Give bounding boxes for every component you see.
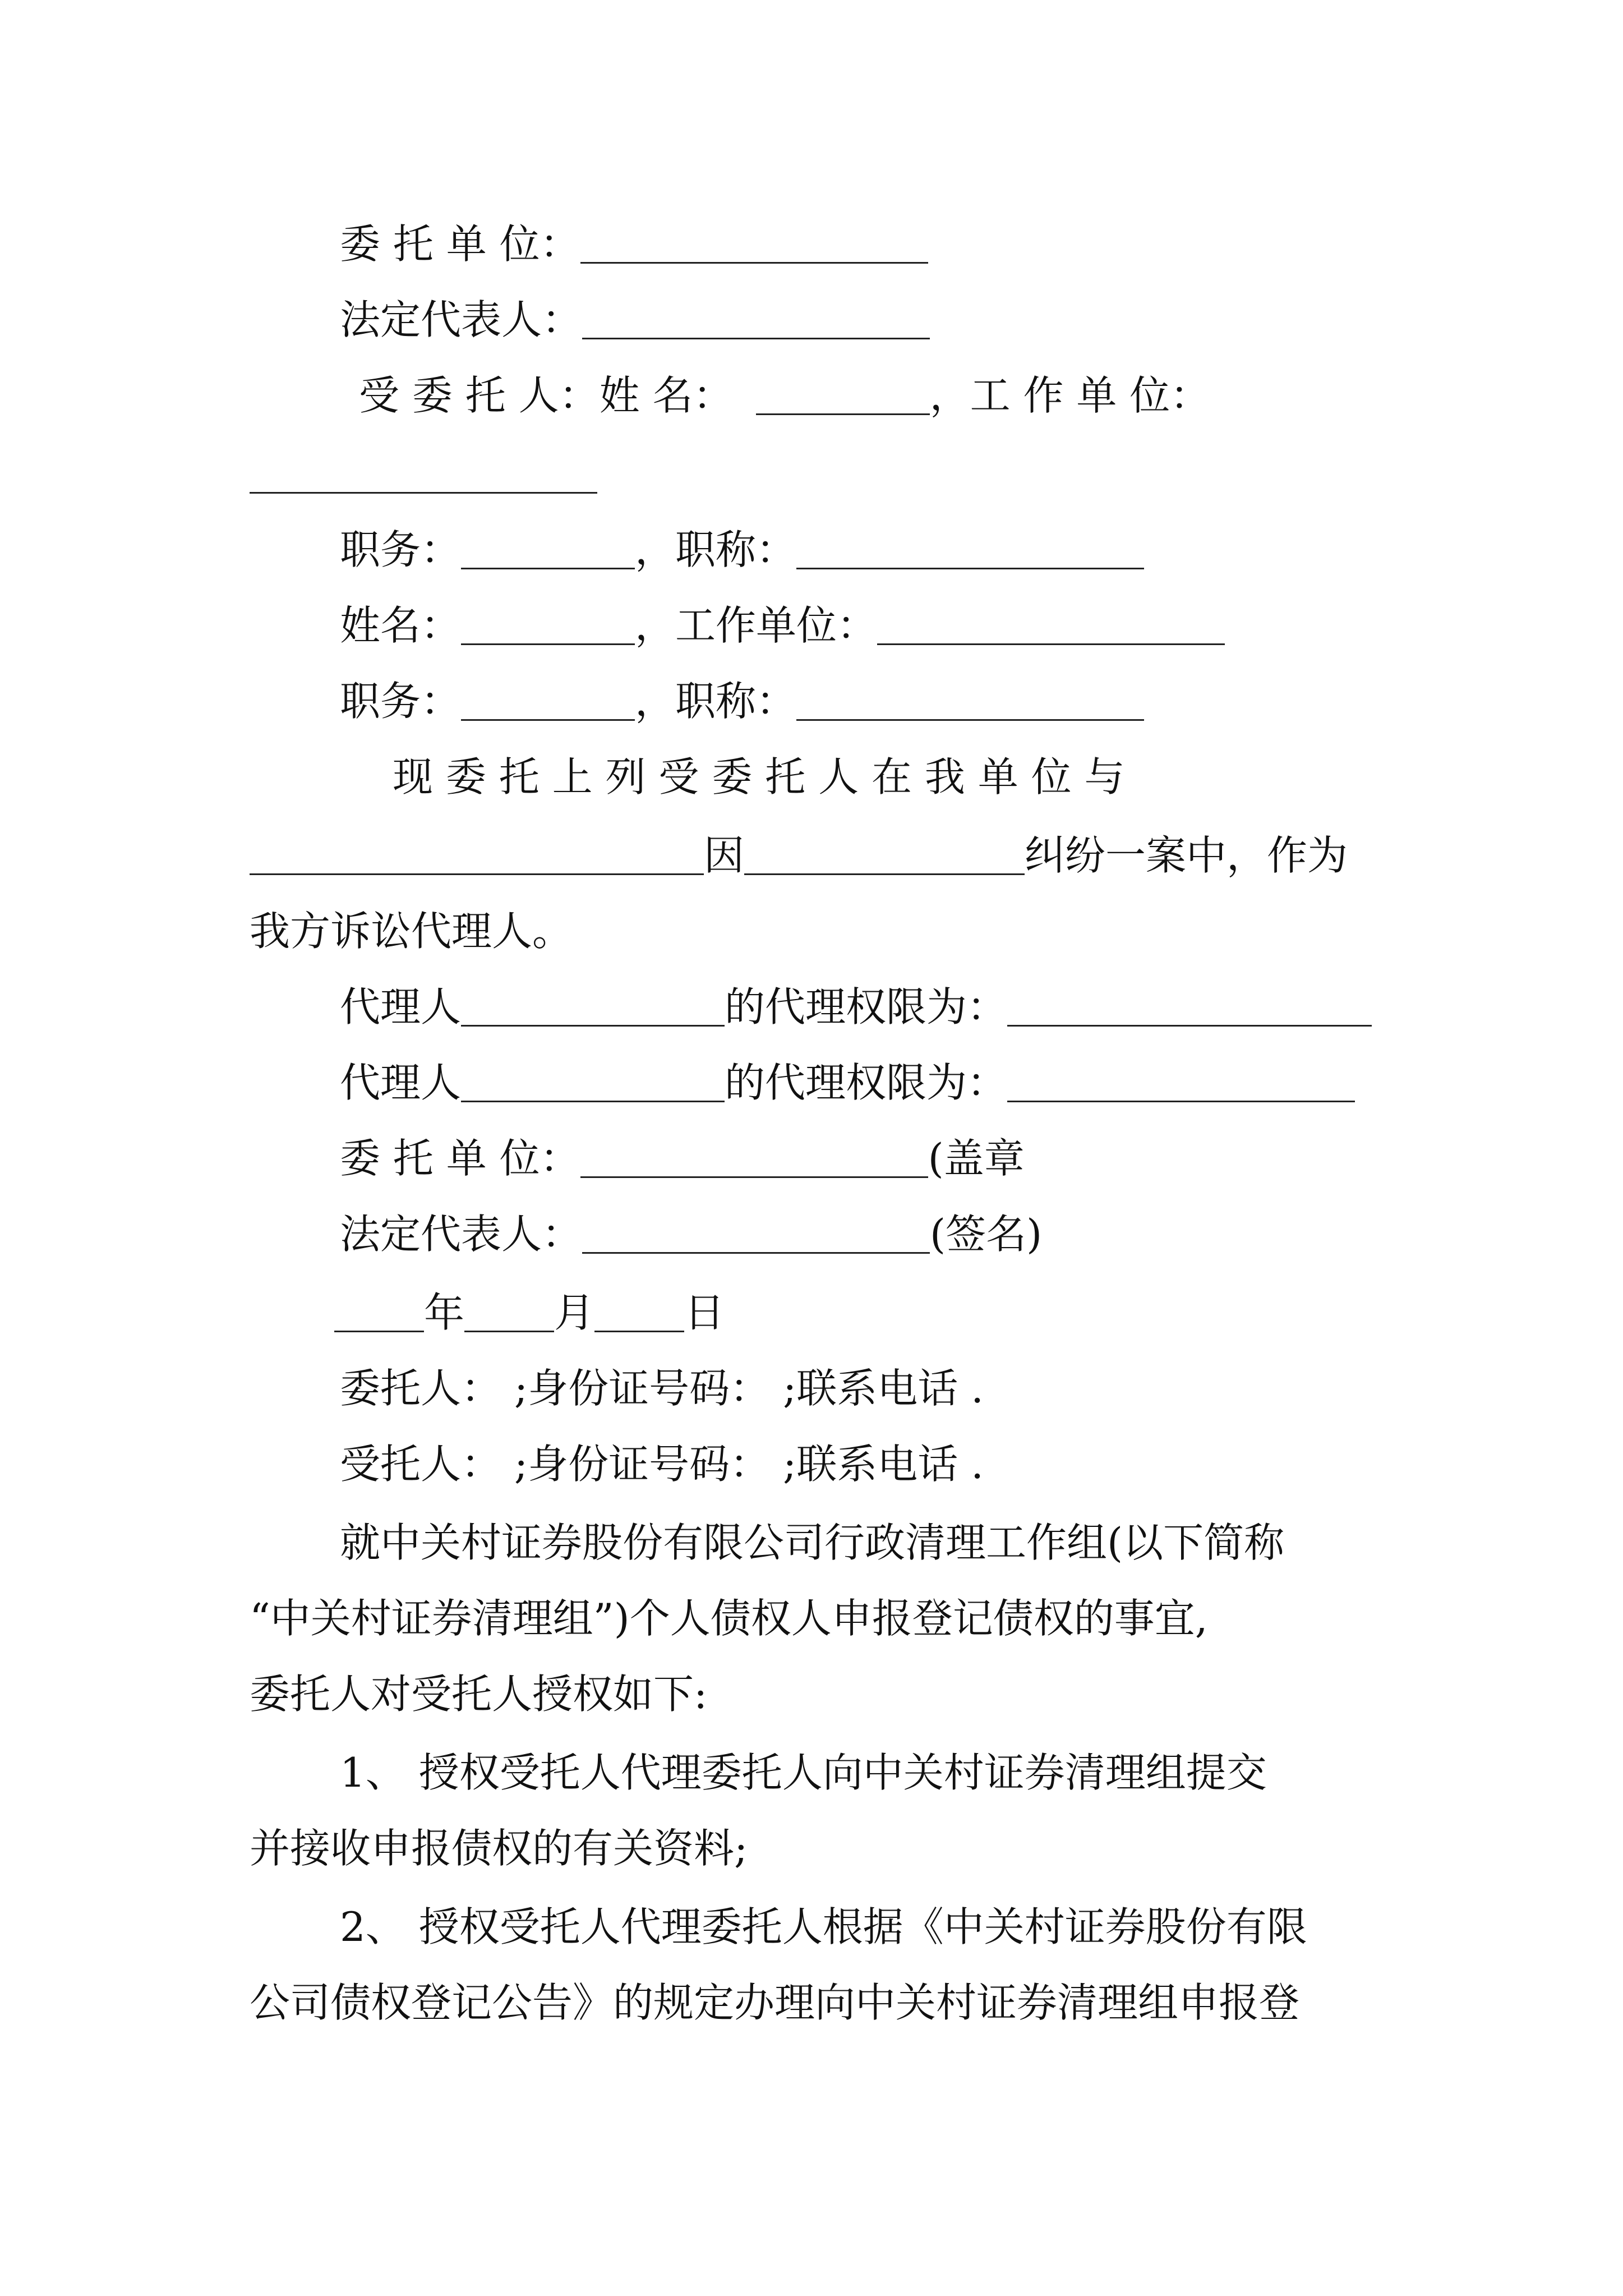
item-1-line-2 [250, 1820, 748, 1876]
legal-representative-blank [582, 304, 930, 339]
authority-label: 的代理权限为： [725, 1059, 1008, 1106]
position-blank [461, 534, 635, 569]
legal-representative-blank [582, 1218, 930, 1254]
name-unit-line [340, 597, 1225, 654]
list-item-text: 1、 授权受托人代理委托人向中关村证券清理组提交 [340, 1749, 1267, 1796]
trustee-unit-blank [250, 458, 597, 494]
agent-label: 代理人 [340, 983, 462, 1030]
position-label: 职务： [340, 526, 462, 573]
trustee-unit-continuation [250, 446, 597, 502]
agent-name-blank [461, 1067, 725, 1102]
month-label: 月 [554, 1289, 595, 1336]
paragraph-entrust-line-3 [250, 903, 573, 959]
opposing-party-blank [250, 840, 704, 875]
trustee-name-blank [756, 380, 930, 415]
entrusting-unit-blank [580, 1143, 928, 1178]
paragraph-text: 委托人对受托人授权如下: [250, 1671, 708, 1718]
legal-representative-label: 法定代表人： [340, 296, 583, 343]
agent-authority-line-2 [340, 1055, 1355, 1111]
paragraph-entrust-line-1 [393, 749, 1125, 805]
year-blank [334, 1297, 424, 1332]
paragraph-text: 就中关村证券股份有限公司行政清理工作组(以下简称 [340, 1519, 1285, 1566]
name-blank [461, 610, 635, 645]
paragraph-text: “中关村证券清理组”)个人债权人申报登记债权的事宜, [250, 1595, 1208, 1642]
title-label: ，职称： [635, 526, 797, 573]
list-item-text: 2、 授权受托人代理委托人根据《中关村证券股份有限 [340, 1903, 1307, 1950]
authority-blank [1007, 991, 1372, 1027]
paragraph-authorization-line-1 [340, 1515, 1284, 1571]
legal-representative-label: 法定代表人： [340, 1211, 583, 1258]
title-label: ，职称： [635, 678, 797, 725]
paragraph-authorization-line-3 [250, 1666, 707, 1722]
work-unit-blank [877, 610, 1225, 645]
date-line [334, 1285, 725, 1341]
authority-label: 的代理权限为： [725, 983, 1008, 1030]
list-item-text: 并接收申报债权的有关资料; [250, 1825, 748, 1872]
day-blank [594, 1297, 684, 1332]
cause-blank [744, 840, 1025, 875]
agent-label: 代理人 [340, 1059, 462, 1106]
entrustor-info-line [340, 1360, 984, 1416]
name-label: 姓名： [340, 602, 462, 649]
position-title-line-2 [340, 673, 1144, 729]
title-blank [796, 685, 1144, 721]
entrusting-unit-label: 委 托 单 位： [340, 1135, 580, 1182]
item-1-line-1 [340, 1745, 1267, 1801]
seal-line [340, 1130, 1025, 1186]
list-item-text: 公司债权登记公告》的规定办理向中关村证券清理组申报登 [250, 1979, 1300, 2026]
paragraph-entrust-line-2 [250, 827, 1348, 884]
trustee-name-label: 受 委 托 人：姓 名： [359, 372, 734, 419]
seal-note: (盖章 [928, 1135, 1025, 1182]
work-unit-label: ，工作单位： [635, 602, 878, 649]
signature-note: (签名) [930, 1211, 1043, 1258]
agent-authority-line-1 [340, 979, 1372, 1035]
trustee-info: 受托人： ;身份证号码： ;联系电话 . [340, 1441, 984, 1488]
position-label: 职务： [340, 678, 462, 725]
paragraph-authorization-line-2 [250, 1590, 1208, 1646]
trustee-info-line [340, 1436, 984, 1492]
agent-name-blank [461, 991, 725, 1027]
item-2-line-1 [340, 1899, 1307, 1955]
authority-blank [1007, 1067, 1355, 1102]
paragraph-text: 纠纷一案中，作为 [1025, 832, 1348, 879]
day-label: 日 [684, 1289, 725, 1336]
entrusting-unit-label: 委 托 单 位： [340, 220, 580, 268]
position-title-line-1 [340, 522, 1144, 578]
entrusting-unit-line [340, 216, 928, 272]
position-blank [461, 685, 635, 721]
month-blank [464, 1297, 554, 1332]
trustee-line [359, 367, 1210, 424]
year-label: 年 [424, 1289, 465, 1336]
entrusting-unit-blank [580, 228, 928, 264]
signature-line [340, 1206, 1042, 1262]
paragraph-text: 现 委 托 上 列 受 委 托 人 在 我 单 位 与 [393, 753, 1125, 800]
trustee-unit-label: ，工 作 单 位： [929, 372, 1211, 419]
legal-representative-line [340, 292, 930, 348]
cause-label: 因 [704, 832, 745, 879]
entrustor-info: 委托人： ;身份证号码： ;联系电话 . [340, 1365, 984, 1412]
paragraph-text: 我方诉讼代理人。 [250, 908, 573, 955]
title-blank [796, 534, 1144, 569]
item-2-line-2 [250, 1975, 1299, 2031]
